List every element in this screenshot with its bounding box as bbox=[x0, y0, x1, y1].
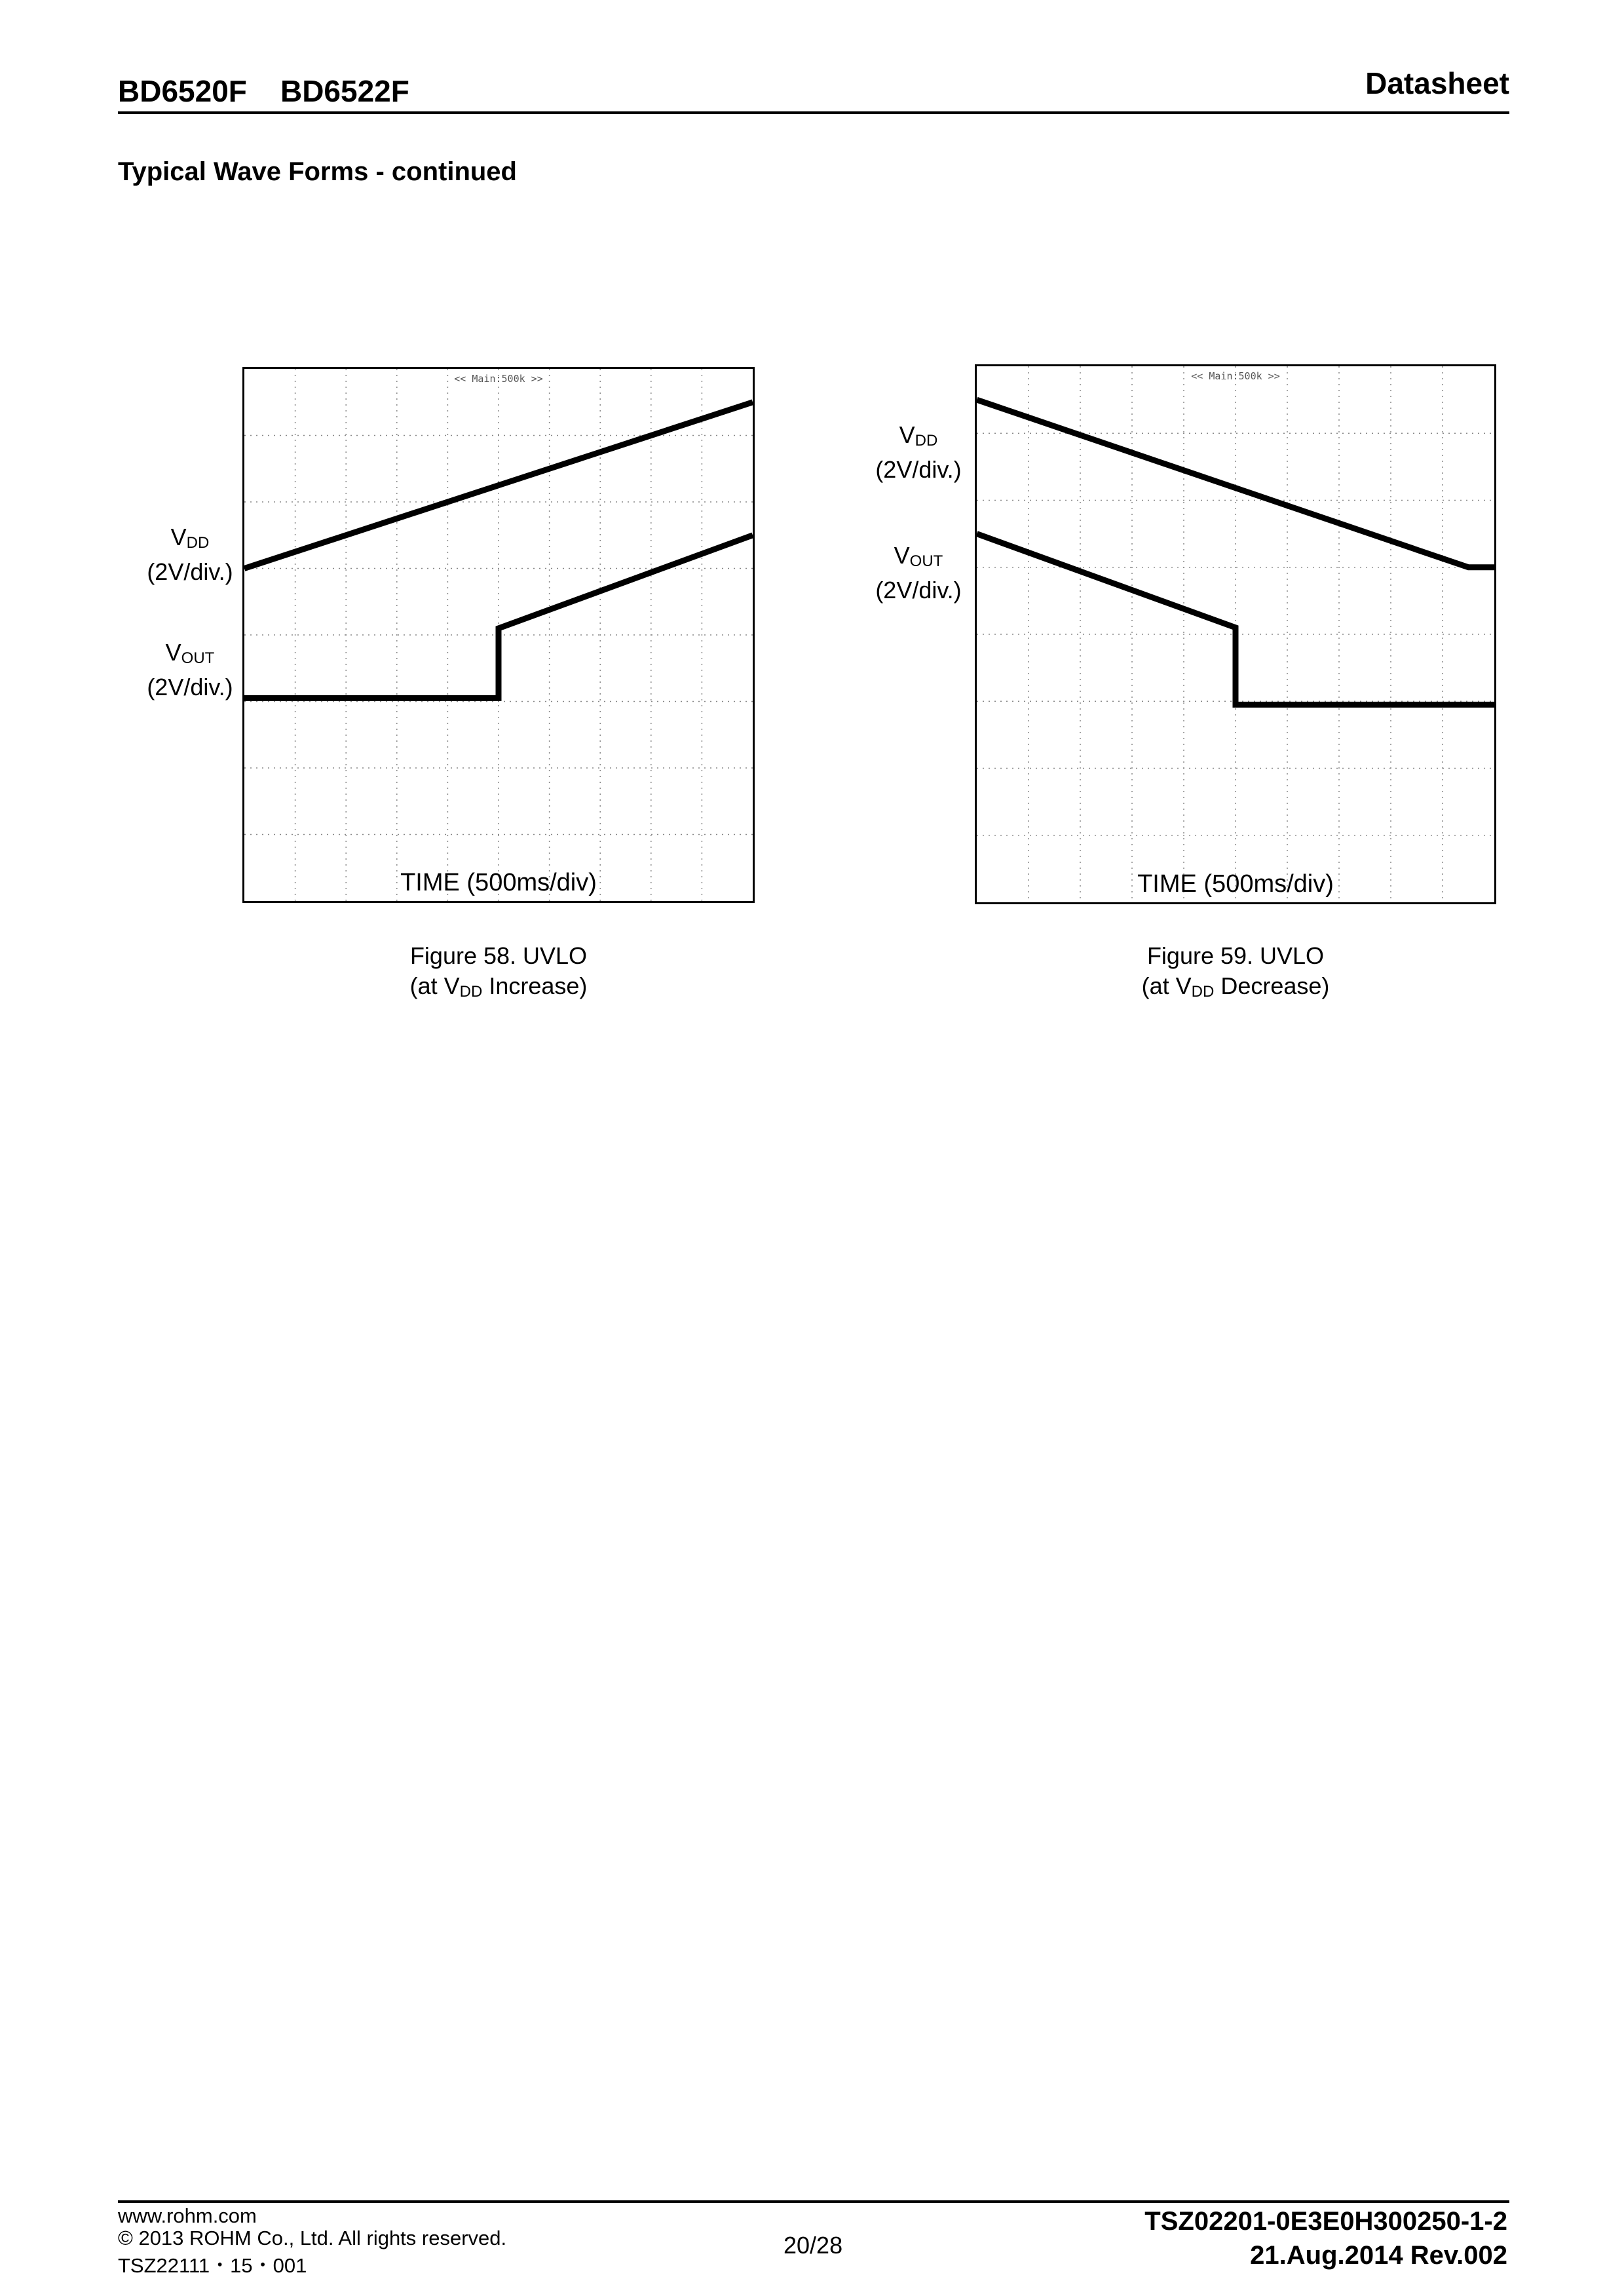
fig59-caption: Figure 59. UVLO (at $V_{DD}$ Decrease) bbox=[1141, 942, 1330, 1001]
header-doc-type: Datasheet bbox=[1365, 66, 1509, 100]
fig58-trace-vdd bbox=[244, 402, 753, 569]
fig59-vdd-label: $V_{DD}$ (2V/div.) bbox=[875, 421, 962, 483]
fig59-time-label: TIME (500ms/div) bbox=[1137, 870, 1334, 898]
fig59-waveform-plot bbox=[977, 366, 1494, 902]
fig59-vout-label: $V_{OUT}$ (2V/div.) bbox=[875, 542, 962, 603]
footer-copyright: © 2013 ROHM Co., Ltd. All rights reserved. bbox=[118, 2227, 507, 2249]
footer-revision: 21.Aug.2014 Rev.002 bbox=[1250, 2241, 1507, 2270]
header-part-numbers: BD6520F BD6522F bbox=[118, 74, 409, 108]
footer-form-number: TSZ22111・15・001 bbox=[118, 2254, 307, 2277]
fig59-trace-vdd bbox=[977, 400, 1494, 567]
fig58-vdd-label: $V_{DD}$ (2V/div.) bbox=[147, 524, 233, 585]
footer-doc-number: TSZ02201-0E3E0H300250-1-2 bbox=[1144, 2207, 1507, 2236]
section-title: Typical Wave Forms - continued bbox=[118, 157, 517, 186]
footer-website[interactable]: www.rohm.com bbox=[118, 2204, 257, 2227]
fig58-vout-label: $V_{OUT}$ (2V/div.) bbox=[147, 639, 233, 700]
header-rule bbox=[118, 111, 1509, 114]
fig59-trace-vout bbox=[977, 534, 1494, 705]
fig58-caption: Figure 58. UVLO (at $V_{DD}$ Increase) bbox=[409, 942, 588, 1001]
footer-page-number: 20/28 bbox=[784, 2232, 843, 2259]
fig59-main-label: << Main:500k >> bbox=[1191, 370, 1280, 382]
fig58-scope-screen bbox=[242, 367, 755, 903]
fig59-scope-screen bbox=[975, 364, 1496, 904]
fig58-waveform-plot bbox=[244, 369, 753, 901]
fig58-time-label: TIME (500ms/div) bbox=[400, 869, 597, 896]
fig58-caption-title: Figure 58. UVLO bbox=[409, 942, 588, 969]
footer-rule bbox=[118, 2200, 1509, 2203]
fig59-caption-title: Figure 59. UVLO bbox=[1146, 942, 1325, 969]
fig58-main-label: << Main:500k >> bbox=[454, 373, 543, 385]
